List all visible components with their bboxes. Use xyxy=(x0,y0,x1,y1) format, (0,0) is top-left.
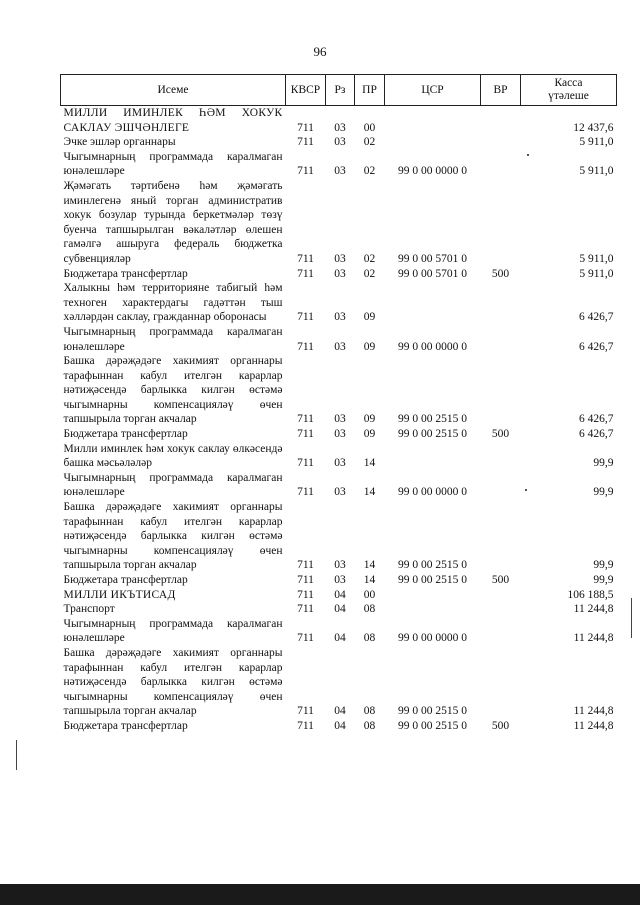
cell-csr: 99 0 00 5701 0 xyxy=(398,267,467,280)
header-rz: Рз xyxy=(326,75,355,106)
cell-amount: 5 911,0 xyxy=(579,165,614,178)
cell-amount: 6 426,7 xyxy=(579,311,614,324)
cell-vr xyxy=(481,442,521,471)
cell-name: Халыкны һәм территорияне табигый һәм техноген характердагы гадәттән тыш хәлләрдән саклау, гражданнар оборонасы xyxy=(63,282,283,324)
cell-csr: 99 0 00 0000 0 xyxy=(398,340,467,353)
cell-vr xyxy=(481,281,521,325)
cell-csr: 99 0 00 2515 0 xyxy=(398,574,467,586)
cell-pr: 08 xyxy=(363,719,376,732)
cell-amount: 5 911,0 xyxy=(579,252,614,265)
cell-vr: 500 xyxy=(491,719,510,732)
table-row xyxy=(61,150,617,179)
cell-vr xyxy=(481,135,521,150)
cell-csr: 99 0 00 0000 0 xyxy=(398,486,467,499)
cell-csr xyxy=(385,588,481,603)
cell-amount: 6 426,7 xyxy=(579,428,614,441)
scan-dot xyxy=(525,489,527,491)
cell-rz: 03 xyxy=(334,136,346,149)
cell-kvsr: 711 xyxy=(297,719,314,732)
cell-kvsr: 711 xyxy=(297,603,314,616)
table-row xyxy=(61,442,617,471)
table-row xyxy=(61,325,617,354)
cell-csr xyxy=(385,602,481,617)
cell-kvsr: 711 xyxy=(297,136,314,149)
cell-pr: 02 xyxy=(363,267,376,280)
cell-pr: 14 xyxy=(363,574,376,586)
cell-name: Чыгымнарның программада каралмаган юнәлешләре xyxy=(63,325,283,353)
cell-rz: 03 xyxy=(334,340,346,353)
table-row xyxy=(61,719,617,734)
cell-kvsr: 711 xyxy=(297,705,314,718)
cell-rz: 03 xyxy=(334,574,346,586)
cell-pr: 00 xyxy=(363,588,376,601)
cell-vr: 500 xyxy=(491,428,510,441)
cell-vr xyxy=(481,602,521,617)
table-row xyxy=(61,602,617,617)
cell-rz: 04 xyxy=(334,632,346,645)
table-row xyxy=(61,267,617,282)
header-csr: ЦСР xyxy=(385,75,481,106)
cell-amount: 11 244,8 xyxy=(573,705,614,718)
cell-kvsr: 711 xyxy=(297,121,314,134)
cell-kvsr: 711 xyxy=(297,428,314,441)
cell-pr: 09 xyxy=(363,428,376,441)
cell-name: МИЛЛИ ИМИНЛЕК ҺӘМ ХОКУК САКЛАУ ЭШЧӘНЛЕГЕ xyxy=(63,107,283,134)
table-row xyxy=(61,646,617,719)
cell-csr: 99 0 00 2515 0 xyxy=(398,705,467,718)
cell-rz: 03 xyxy=(334,428,346,441)
cell-kvsr: 711 xyxy=(297,588,314,601)
table-row xyxy=(61,573,617,588)
table-header-row xyxy=(61,75,617,106)
cell-csr: 99 0 00 5701 0 xyxy=(398,252,467,265)
cell-pr: 08 xyxy=(363,705,376,718)
cell-name: Бюджетара трансфертлар xyxy=(63,267,188,280)
cell-rz: 03 xyxy=(334,252,346,265)
table-row xyxy=(61,588,617,603)
cell-vr xyxy=(481,588,521,603)
cell-kvsr: 711 xyxy=(297,486,314,499)
cell-vr xyxy=(481,500,521,573)
cell-csr: 99 0 00 0000 0 xyxy=(398,632,467,645)
cell-pr: 00 xyxy=(363,121,376,134)
cell-amount: 11 244,8 xyxy=(573,603,614,616)
cell-pr: 14 xyxy=(363,457,376,470)
cell-rz: 03 xyxy=(334,311,346,324)
header-kvsr: КВСР xyxy=(286,75,326,106)
scan-mark xyxy=(631,598,632,638)
cell-rz: 04 xyxy=(334,603,346,616)
scan-mark xyxy=(16,740,17,770)
cell-csr: 99 0 00 2515 0 xyxy=(398,428,467,441)
cell-vr xyxy=(481,646,521,719)
cell-vr xyxy=(481,354,521,427)
cell-pr: 09 xyxy=(363,311,376,324)
cell-rz: 04 xyxy=(334,588,346,601)
cell-csr xyxy=(385,106,481,136)
cell-name: Чыгымнарның программада каралмаган юнәлешләре xyxy=(63,617,283,645)
cell-kvsr: 711 xyxy=(297,267,314,280)
cell-pr: 08 xyxy=(363,603,376,616)
cell-amount: 11 244,8 xyxy=(573,719,614,732)
table-row xyxy=(61,281,617,325)
cell-kvsr: 711 xyxy=(297,413,314,426)
cell-name: Бюджетара трансфертлар xyxy=(63,719,188,732)
cell-csr xyxy=(385,135,481,150)
table-row xyxy=(61,427,617,442)
cell-rz: 03 xyxy=(334,165,346,178)
cell-pr: 02 xyxy=(363,136,376,149)
table-row xyxy=(61,135,617,150)
cell-kvsr: 711 xyxy=(297,457,314,470)
cell-pr: 02 xyxy=(363,165,376,178)
cell-amount: 12 437,6 xyxy=(573,121,614,134)
cell-vr: 500 xyxy=(491,574,510,586)
cell-csr: 99 0 00 0000 0 xyxy=(398,165,467,178)
cell-rz: 04 xyxy=(334,705,346,718)
cell-name: Чыгымнарның программада каралмаган юнәлешләре xyxy=(63,471,283,499)
cell-amount: 106 188,5 xyxy=(567,588,614,601)
cell-pr: 09 xyxy=(363,413,376,426)
cell-kvsr: 711 xyxy=(297,340,314,353)
cell-pr: 08 xyxy=(363,632,376,645)
table-row xyxy=(61,500,617,573)
cell-amount: 99,9 xyxy=(593,559,614,572)
cell-csr: 99 0 00 2515 0 xyxy=(398,413,467,426)
cell-amount: 99,9 xyxy=(593,457,614,470)
cell-name: Бюджетара трансфертлар xyxy=(63,428,188,441)
cell-name: Җәмәгать тәртибенә һәм җәмәгать иминлегенә яный торган административ хокук бозулар турында беркетмәләр төзү буенча тапшырылган вәкаләтләр өлешен гамәлгә ашыруга федераль бюджетка субвенцияләр xyxy=(63,179,283,265)
cell-csr: 99 0 00 2515 0 xyxy=(398,559,467,572)
cell-csr xyxy=(385,281,481,325)
table-row xyxy=(61,354,617,427)
cell-rz: 03 xyxy=(334,559,346,572)
cell-name: Чыгымнарның программада каралмаган юнәлешләре xyxy=(63,150,283,178)
cell-name: Эчке эшләр органнары xyxy=(63,136,176,149)
cell-name: Башка дәрәҗәдәге хакимият органнары тарафыннан кабул ителгән карарлар нәтиҗәсендә барлыкка килгән өстәмә чыгымнарны компенсацияләү өчен тапшырыла торган акчалар xyxy=(63,646,283,718)
cell-name: Милли иминлек һәм хокук саклау өлкәсендә башка мәсьәләләр xyxy=(63,442,283,470)
cell-pr: 14 xyxy=(363,559,376,572)
cell-csr: 99 0 00 2515 0 xyxy=(398,719,467,732)
cell-rz: 03 xyxy=(334,413,346,426)
table-row xyxy=(61,471,617,500)
cell-kvsr: 711 xyxy=(297,574,314,586)
cell-vr: 500 xyxy=(491,267,510,280)
cell-kvsr: 711 xyxy=(297,632,314,645)
cell-vr xyxy=(481,106,521,136)
cell-amount: 5 911,0 xyxy=(579,136,614,149)
cell-pr: 09 xyxy=(363,340,376,353)
cell-vr xyxy=(481,617,521,646)
table-row xyxy=(61,179,617,267)
table-row xyxy=(61,617,617,646)
cell-kvsr: 711 xyxy=(297,252,314,265)
cell-rz: 03 xyxy=(334,486,346,499)
cell-name: Транспорт xyxy=(63,603,115,616)
cell-rz: 03 xyxy=(334,121,346,134)
cell-amount: 5 911,0 xyxy=(579,267,614,280)
cell-pr: 14 xyxy=(363,486,376,499)
cell-vr xyxy=(481,325,521,354)
cell-kvsr: 711 xyxy=(297,311,314,324)
cell-vr xyxy=(481,150,521,179)
table-row xyxy=(61,106,617,136)
cell-pr: 02 xyxy=(363,252,376,265)
cell-kvsr: 711 xyxy=(297,559,314,572)
cell-rz: 03 xyxy=(334,267,346,280)
cell-rz: 03 xyxy=(334,457,346,470)
page-number: 96 xyxy=(313,44,327,59)
cell-vr xyxy=(481,179,521,267)
cell-name: Бюджетара трансфертлар xyxy=(63,574,188,586)
cell-name: Башка дәрәҗәдәге хакимият органнары тарафыннан кабул ителгән карарлар нәтиҗәсендә барлыкка килгән өстәмә чыгымнарны компенсацияләү өчен тапшырыла торган акчалар xyxy=(63,501,283,572)
cell-name: Башка дәрәҗәдәге хакимият органнары тарафыннан кабул ителгән карарлар нәтиҗәсендә барлыкка килгән өстәмә чыгымнарны компенсацияләү өчен тапшырыла торган акчалар xyxy=(63,355,283,426)
header-pr: ПР xyxy=(355,75,385,106)
cell-amount: 6 426,7 xyxy=(579,413,614,426)
scan-dot xyxy=(527,154,529,156)
cell-amount: 99,9 xyxy=(593,486,614,499)
budget-table xyxy=(60,74,617,734)
cell-amount: 6 426,7 xyxy=(579,340,614,353)
cell-rz: 04 xyxy=(334,719,346,732)
cell-amount: 99,9 xyxy=(593,574,614,586)
cell-csr xyxy=(385,442,481,471)
cell-amount: 11 244,8 xyxy=(573,632,614,645)
header-name: Исеме xyxy=(61,75,286,106)
scan-bottom-edge xyxy=(0,884,640,905)
header-amount: Касса үтәлеше xyxy=(521,75,617,106)
table-body xyxy=(61,106,617,734)
header-vr: ВР xyxy=(481,75,521,106)
cell-vr xyxy=(481,471,521,500)
cell-kvsr: 711 xyxy=(297,165,314,178)
cell-name: МИЛЛИ ИКЪТИСАД xyxy=(63,588,176,601)
